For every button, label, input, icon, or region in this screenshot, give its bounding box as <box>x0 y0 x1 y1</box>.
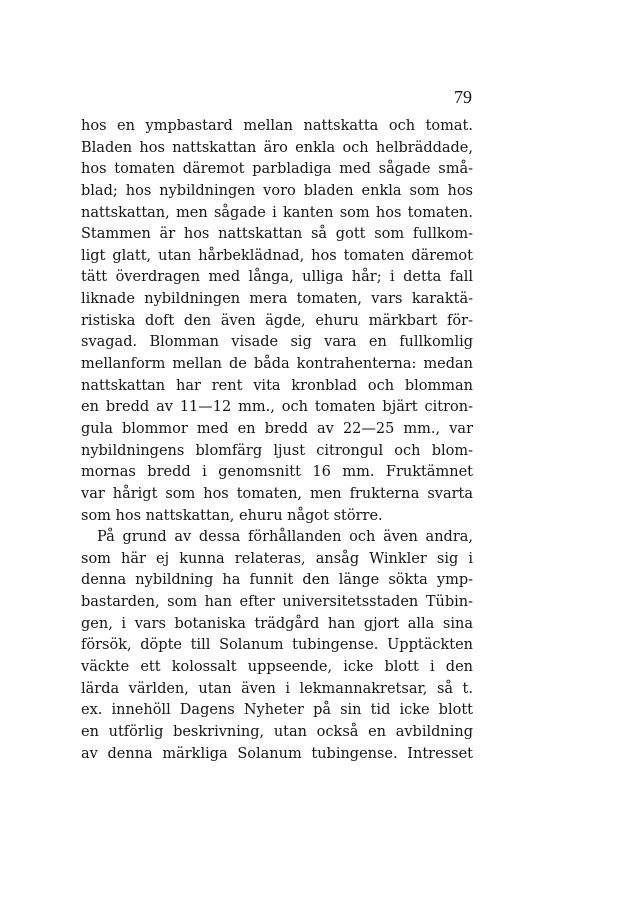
text-line: en bredd av 11—12 mm., och tomaten bjärt citron- <box>81 399 473 416</box>
text-line: väckte ett kolossalt uppseende, icke blott i den <box>81 659 473 676</box>
body-text <box>81 116 473 765</box>
text-line: gula blommor med en bredd av 22—25 mm., var <box>81 420 473 437</box>
text-line: lärda världen, utan även i lekmannakretsar, så t. <box>81 680 473 697</box>
text-line: nybildningens blomfärg ljust citrongul och blom- <box>81 442 473 459</box>
paragraph-end-line: som hos nattskattan, ehuru något större. <box>81 507 383 524</box>
text-line: mellanform mellan de båda kontrahenterna: medan <box>81 356 473 373</box>
text-line: blad; hos nybildningen voro bladen enkla som hos <box>81 182 473 199</box>
text-line: Stammen är hos nattskattan så gott som fullkom- <box>81 226 473 243</box>
text-line: denna nybildning ha funnit den länge sökta ymp- <box>81 572 473 589</box>
text-line: nattskattan har rent vita kronblad och blomman <box>81 377 473 394</box>
text-line: en utförlig beskrivning, utan också en avbildning <box>81 723 473 740</box>
text-line: bastarden, som han efter universitetsstaden Tübin- <box>81 594 473 611</box>
text-line: ristiska doft den även ägde, ehuru märkbart för- <box>81 312 473 329</box>
text-line: hos tomaten däremot parbladiga med sågade små- <box>81 161 473 178</box>
text-line: svagad. Blomman visade sig vara en fullkomlig <box>81 334 473 351</box>
paragraph-start-line: På grund av dessa förhållanden och även andra, <box>97 529 473 546</box>
text-line: försök, döpte till Solanum tubingense. Upptäckten <box>81 637 473 654</box>
text-line: var hårigt som hos tomaten, men frukterna svarta <box>81 485 473 502</box>
page-number: 79 <box>454 87 472 107</box>
text-line: hos en ympbastard mellan nattskatta och tomat. <box>81 118 473 134</box>
text-line: liknade nybildningen mera tomaten, vars karaktä- <box>81 291 473 308</box>
text-line: tätt överdragen med långa, ulliga hår; i detta fall <box>81 269 473 286</box>
text-line: ligt glatt, utan hårbeklädnad, hos tomaten däremot <box>81 247 473 264</box>
text-line: gen, i vars botaniska trädgård han gjort alla sina <box>81 615 473 632</box>
text-line: Bladen hos nattskattan äro enkla och helbräddade, <box>81 139 473 156</box>
text-line: ex. innehöll Dagens Nyheter på sin tid icke blott <box>81 702 473 719</box>
text-line: av denna märkliga Solanum tubingense. Intresset <box>81 745 473 762</box>
text-line: mornas bredd i genomsnitt 16 mm. Fruktämnet <box>81 464 473 481</box>
text-line: som här ej kunna relateras, ansåg Winkler sig i <box>81 550 473 567</box>
text-line: nattskattan, men sågade i kanten som hos tomaten. <box>81 204 473 221</box>
